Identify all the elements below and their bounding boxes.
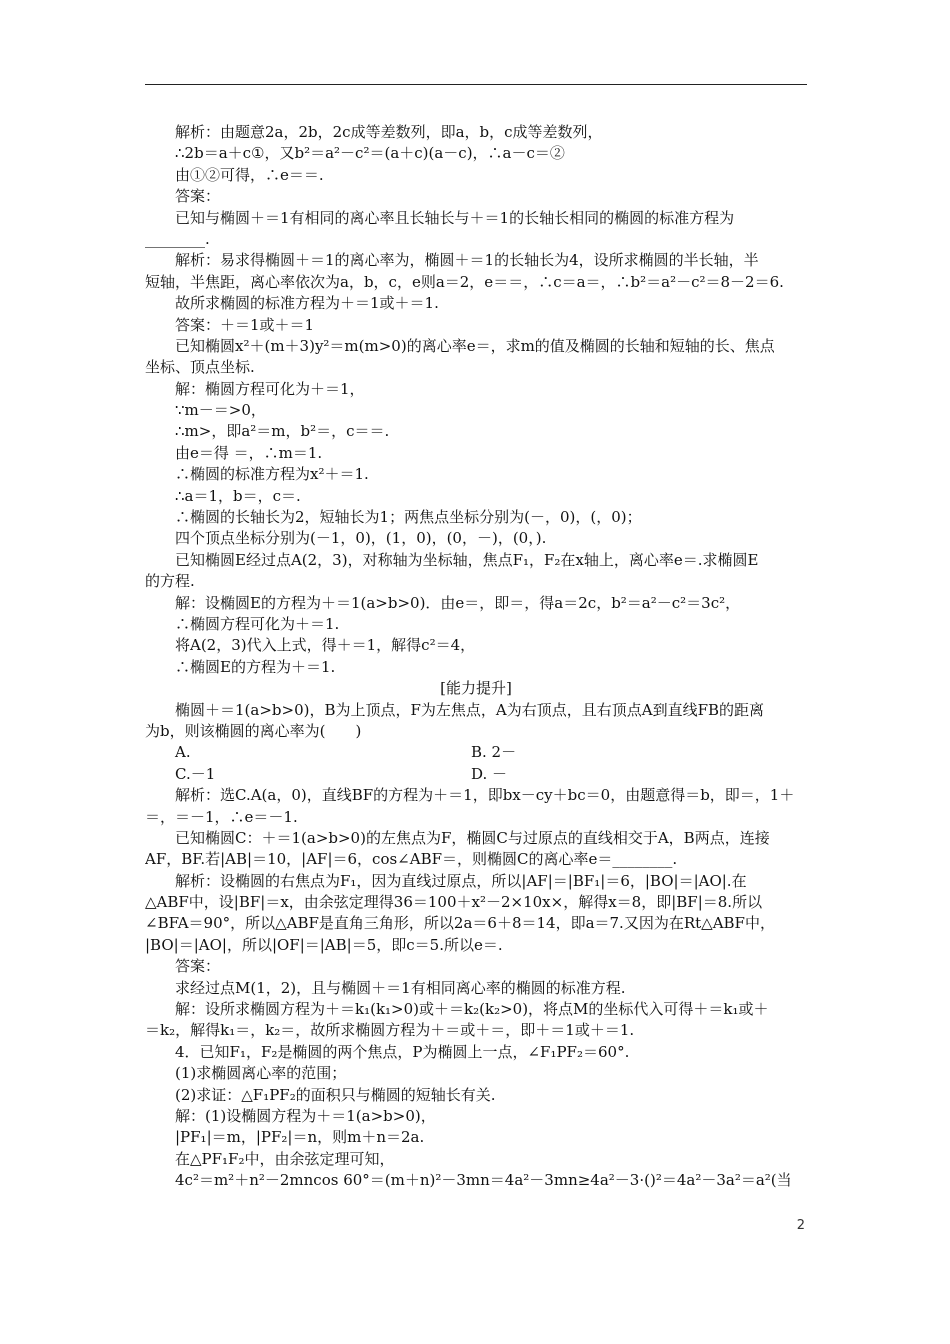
text-line: 坐标、顶点坐标. — [145, 358, 255, 377]
text-line: ∴椭圆方程可化为＋＝1. — [175, 614, 340, 633]
text-line: 解：设所求椭圆方程为＋＝k₁(k₁>0)或＋＝k₂(k₂>0)，将点M的坐标代入可得＋＝k₁或＋ — [175, 1000, 769, 1019]
text-line: 答案： — [175, 187, 221, 206]
text-line: |BO|＝|AO|，所以|OF|＝|AB|＝5，即c＝5.所以e＝. — [145, 935, 503, 954]
text-line: 答案： — [175, 957, 221, 976]
text-line: ∴椭圆E的方程为＋＝1. — [175, 657, 336, 676]
text-line: ∴m>，即a²＝m，b²＝，c＝＝. — [175, 422, 390, 441]
text-line: 解析：易求得椭圆＋＝1的离心率为，椭圆＋＝1的长轴长为4，设所求椭圆的半长轴，半 — [175, 251, 759, 270]
text-line: ＝，＝－1，∴e＝－1. — [145, 807, 298, 826]
text-line: 由①②可得，∴e＝＝. — [175, 165, 324, 184]
text-line: 已知椭圆C：＋＝1(a>b>0)的左焦点为F，椭圆C与过原点的直线相交于A，B两点，连接 — [175, 828, 770, 847]
text-line: |PF₁|＝m，|PF₂|＝n，则m＋n＝2a. — [175, 1128, 425, 1147]
text-line: 解：椭圆方程可化为＋＝1， — [175, 379, 365, 398]
option-d: D. － — [471, 764, 508, 783]
text-line: 解析：设椭圆的右焦点为F₁，因为直线过原点，所以|AF|＝|BF₁|＝6，|BO|＝|AO|.在 — [175, 871, 747, 890]
text-line: 故所求椭圆的标准方程为＋＝1或＋＝1. — [175, 294, 439, 313]
text-line: 短轴，半焦距，离心率依次为a，b，c，e则a＝2，e＝＝，∴c＝a＝，∴b²＝a²－c²＝8－2＝6. — [145, 272, 784, 291]
page-number: 2 — [796, 1218, 805, 1233]
text-line: 4c²＝m²＋n²－2mncos 60°＝(m＋n)²－3mn＝4a²－3mn≥4a²－3·()²＝4a²－3a²＝a²(当 — [175, 1171, 792, 1190]
text-line: ∴椭圆的标准方程为x²＋＝1. — [175, 465, 369, 484]
option-a: A. — [175, 743, 191, 762]
section-heading: [能力提升] — [440, 679, 512, 698]
text-line: 求经过点M(1，2)，且与椭圆＋＝1有相同离心率的椭圆的标准方程. — [175, 978, 626, 997]
text-line: ∠BFA＝90°，所以△ABF是直角三角形，所以2a＝6＋8＝14，即a＝7.又因为在Rt△ABF中， — [145, 914, 775, 933]
text-line: 四个顶点坐标分别为(－1，0)，(1，0)，(0，－)，(0，). — [175, 529, 547, 548]
text-line: ∵m－＝>0， — [175, 401, 266, 420]
option-b: B. 2－ — [471, 743, 517, 762]
text-line: 4．已知F₁，F₂是椭圆的两个焦点，P为椭圆上一点，∠F₁PF₂＝60°. — [175, 1042, 630, 1061]
text-line: 解析：选C.A(a，0)，直线BF的方程为＋＝1，即bx－cy＋bc＝0，由题意得＝b，即＝，1＋ — [175, 786, 795, 805]
text-line: 解：(1)设椭圆方程为＋＝1(a>b>0)， — [175, 1106, 436, 1125]
text-line: ________. — [145, 229, 210, 248]
text-line: AF，BF.若|AB|＝10，|AF|＝6，cos∠ABF＝，则椭圆C的离心率e＝________. — [145, 850, 678, 869]
text-line: △ABF中，设|BF|＝x，由余弦定理得36＝100＋x²－2×10x×，解得x＝8，即|BF|＝8.所以 — [145, 893, 763, 912]
text-line: ∴椭圆的长轴长为2，短轴长为1；两焦点坐标分别为(－，0)，(，0)； — [175, 508, 642, 527]
text-line: ∴a＝1，b＝，c＝. — [175, 486, 301, 505]
header-rule — [145, 84, 807, 85]
option-c: C.－1 — [175, 764, 216, 783]
text-line: 解析：由题意2a，2b，2c成等差数列，即a，b，c成等差数列， — [175, 123, 603, 141]
text-line: (1)求椭圆离心率的范围； — [175, 1064, 347, 1083]
text-line: 的方程. — [145, 572, 195, 591]
text-line: 由e＝得 ＝，∴m＝1. — [175, 443, 323, 462]
text-line: ＝k₂，解得k₁＝，k₂＝，故所求椭圆方程为＋＝或＋＝，即＋＝1或＋＝1. — [145, 1021, 635, 1040]
text-line: ∴2b＝a＋c①，又b²＝a²－c²＝(a＋c)(a－c)，∴a－c＝② — [175, 144, 565, 163]
answer-options-row — [145, 742, 807, 763]
text-line: 已知与椭圆＋＝1有相同的离心率且长轴长与＋＝1的长轴长相同的椭圆的标准方程为 — [175, 208, 735, 227]
text-line: 已知椭圆E经过点A(2，3)，对称轴为坐标轴，焦点F₁，F₂在x轴上，离心率e＝.求椭圆E — [175, 550, 759, 569]
text-line: 解：设椭圆E的方程为＋＝1(a>b>0)．由e＝，即＝，得a＝2c，b²＝a²－c²＝3c²， — [175, 593, 741, 612]
text-line: 已知椭圆x²＋(m＋3)y²＝m(m>0)的离心率e＝，求m的值及椭圆的长轴和短轴的长、焦点 — [175, 336, 775, 355]
text-line: 为b，则该椭圆的离心率为( ) — [145, 721, 362, 740]
text-line: 将A(2，3)代入上式，得＋＝1，解得c²＝4， — [175, 636, 476, 655]
text-line: (2)求证：△F₁PF₂的面积只与椭圆的短轴长有关. — [175, 1085, 496, 1104]
text-line: 答案：＋＝1或＋＝1 — [175, 315, 315, 334]
text-line: 在△PF₁F₂中，由余弦定理可知， — [175, 1149, 395, 1168]
text-line: 椭圆＋＝1(a>b>0)，B为上顶点，F为左焦点，A为右顶点，且右顶点A到直线FB的距离 — [175, 700, 765, 719]
answer-options-row — [145, 764, 807, 785]
document-body — [145, 122, 807, 1192]
